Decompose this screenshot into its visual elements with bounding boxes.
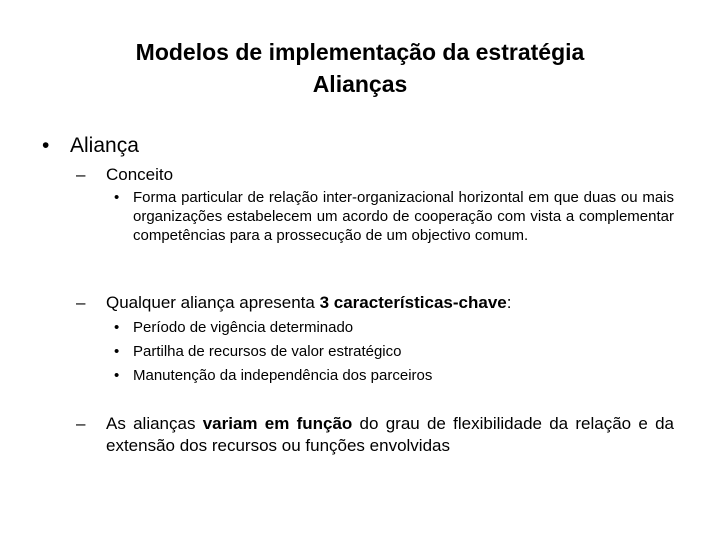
title-line-1: Modelos de implementação da estratégia [135, 39, 585, 65]
dash-icon: – [76, 293, 86, 312]
item-conceito-definition [114, 188, 674, 245]
item-caracteristicas [76, 292, 511, 314]
variacao-bold: variam em função [202, 414, 353, 433]
bullet-icon: • [114, 367, 120, 384]
dash-icon: – [76, 414, 86, 433]
caracteristicas-prefix: Qualquer aliança apresenta [106, 293, 320, 312]
item-conceito [76, 164, 173, 186]
variacao-suffix: do grau de flexibilidade da relação e da extensão dos recursos ou funções envolvidas [106, 414, 674, 455]
list-item [114, 342, 401, 361]
conceito-label: Conceito [106, 165, 174, 184]
list-item [114, 366, 432, 385]
caracteristicas-bold: 3 características-chave [319, 293, 507, 312]
bullet-icon: • [114, 343, 120, 360]
bullet-icon: • [114, 189, 120, 206]
variacao-prefix: As alianças [106, 414, 203, 433]
list-item-text: Manutenção da independência dos parceiros [133, 367, 433, 384]
dash-icon: – [76, 165, 86, 184]
list-item-text: Partilha de recursos de valor estratégico [133, 343, 402, 360]
caracteristicas-suffix: : [506, 293, 512, 312]
bullet-alianca [42, 133, 139, 159]
slide-title [40, 36, 680, 100]
list-item [114, 318, 353, 337]
item-variacao [76, 413, 674, 457]
list-item-text: Período de vigência determinado [133, 319, 354, 336]
caracteristicas-text [106, 292, 511, 314]
bullet-icon: • [114, 319, 120, 336]
title-line-2: Alianças [312, 71, 408, 97]
variacao-text [106, 413, 674, 457]
bullet-text: Aliança [70, 134, 139, 157]
definition-text: Forma particular de relação inter-organizacional horizontal em que duas ou mais organizações estabelecem um acordo de cooperação com vista a complementar competências para a prossecução de um objectivo comum. [133, 189, 674, 244]
bullet-icon: • [42, 134, 50, 157]
